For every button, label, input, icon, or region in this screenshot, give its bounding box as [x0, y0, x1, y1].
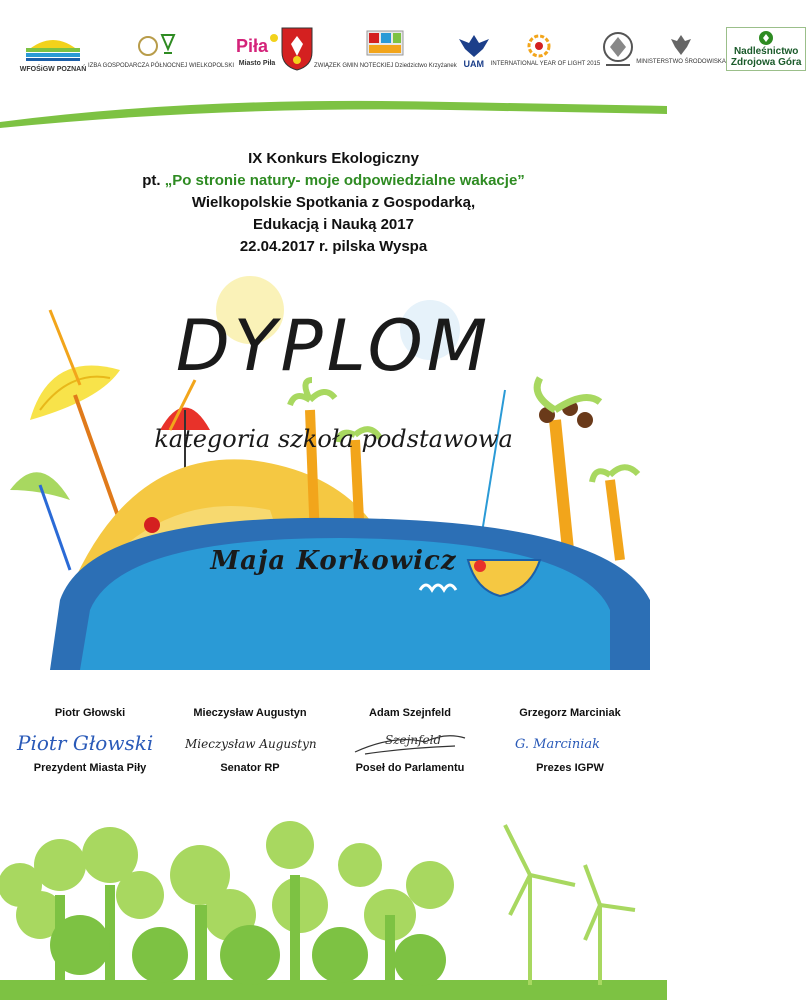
winner-name: Maja Korkowicz: [210, 546, 457, 576]
signature-image: [495, 722, 645, 762]
trees-footer-illustration: [0, 805, 667, 1000]
sponsor-logos: [18, 18, 802, 80]
logo-ministry: [636, 33, 726, 66]
logo-uam: [457, 31, 491, 68]
signer-role: Prezes IGPW: [536, 762, 604, 774]
diploma-title: DYPLOM: [175, 305, 492, 387]
signature-image: [335, 722, 485, 762]
eagle-icon: [669, 33, 693, 59]
logo-light-year-text: INTERNATIONAL YEAR OF LIGHT 2015: [490, 60, 601, 67]
mast: [480, 390, 505, 545]
logo-pila-text: Miasto Piła: [238, 59, 276, 67]
svg-text:Piła: Piła: [236, 35, 269, 56]
light-year-icon: [525, 31, 565, 61]
signer-name: Piotr Głowski: [54, 707, 126, 719]
contest-header: [0, 148, 667, 258]
ball-icon: [144, 517, 160, 533]
coat-of-arms-icon: [280, 26, 314, 72]
nadl-line1: Nadleśnictwo: [733, 46, 799, 57]
logo-uam-text: UAM: [463, 58, 484, 69]
crest-icon: [600, 29, 636, 69]
pila-emblem-icon: [234, 32, 280, 60]
powiat-emblem-icon: [363, 29, 407, 63]
signatures: [10, 707, 650, 774]
logo-wfosigw-text: WFOŚiGW POZNAŃ: [19, 65, 87, 73]
event-name-line1: Wielkopolskie Spotkania z Gospodarką,: [191, 194, 476, 211]
logo-powiat: [314, 29, 457, 70]
logo-izba: [88, 29, 234, 70]
logo-nadlesnictwo: [726, 27, 806, 71]
theme-prefix: pt.: [142, 172, 165, 189]
signature-image: [15, 722, 165, 762]
event-date: 22.04.2017 r. pilska Wyspa: [239, 238, 428, 255]
contest-theme: [0, 170, 667, 192]
wind-turbine-icon: [505, 825, 635, 985]
signature-scribble: Szejnfeld: [385, 733, 442, 747]
theme-title: „Po stronie natury- moje odpowiedzialne wakacje”: [164, 172, 525, 189]
signature-scribble: Piotr Głowski: [17, 731, 154, 755]
signer-name: Mieczysław Augustyn: [193, 707, 307, 719]
logo-pila: [234, 32, 280, 67]
logo-powiat-text: ZWIĄZEK GMIN NOTECKIEJ Dziedzictwo Krzyżanek: [314, 62, 457, 69]
logo-ministry-text: MINISTERSTWO ŚRODOWISKA: [636, 58, 726, 65]
logo-wfosigw: [18, 26, 88, 73]
logo-light-year: [491, 31, 600, 68]
signer-name: Adam Szejnfeld: [369, 707, 451, 719]
signature-block: [495, 707, 645, 774]
contest-title: IX Konkurs Ekologiczny: [248, 150, 419, 167]
signer-name: Grzegorz Marciniak: [519, 707, 621, 719]
event-name-line2: Edukacją i Nauką 2017: [253, 216, 414, 233]
green-wave-divider: [0, 92, 667, 132]
signature-block: [15, 707, 165, 774]
tree-logo-icon: [753, 30, 779, 46]
logo-crest: [600, 29, 636, 69]
uam-eagle-icon: [457, 31, 491, 61]
logo-izba-text: IZBA GOSPODARCZA PÓŁNOCNEJ WIELKOPOLSKI: [88, 62, 235, 69]
signature-block: [335, 707, 485, 774]
signer-role: Prezydent Miasta Piły: [33, 762, 147, 774]
signature-scribble: G. Marciniak: [515, 737, 601, 752]
signature-scribble: Mieczysław Augustyn: [185, 737, 317, 751]
signer-role: Senator RP: [220, 762, 280, 774]
signature-block: [175, 707, 325, 774]
wfosigw-emblem-icon: [18, 26, 88, 66]
logo-coat-of-arms: [280, 26, 314, 72]
izba-emblem-icon: [136, 29, 186, 63]
nadl-line2: Zdrojowa Góra: [730, 57, 802, 68]
signature-image: [175, 722, 325, 762]
diploma-category: kategoria szkoła podstawowa: [154, 425, 513, 453]
signer-role: Poseł do Parlamentu: [355, 762, 465, 774]
